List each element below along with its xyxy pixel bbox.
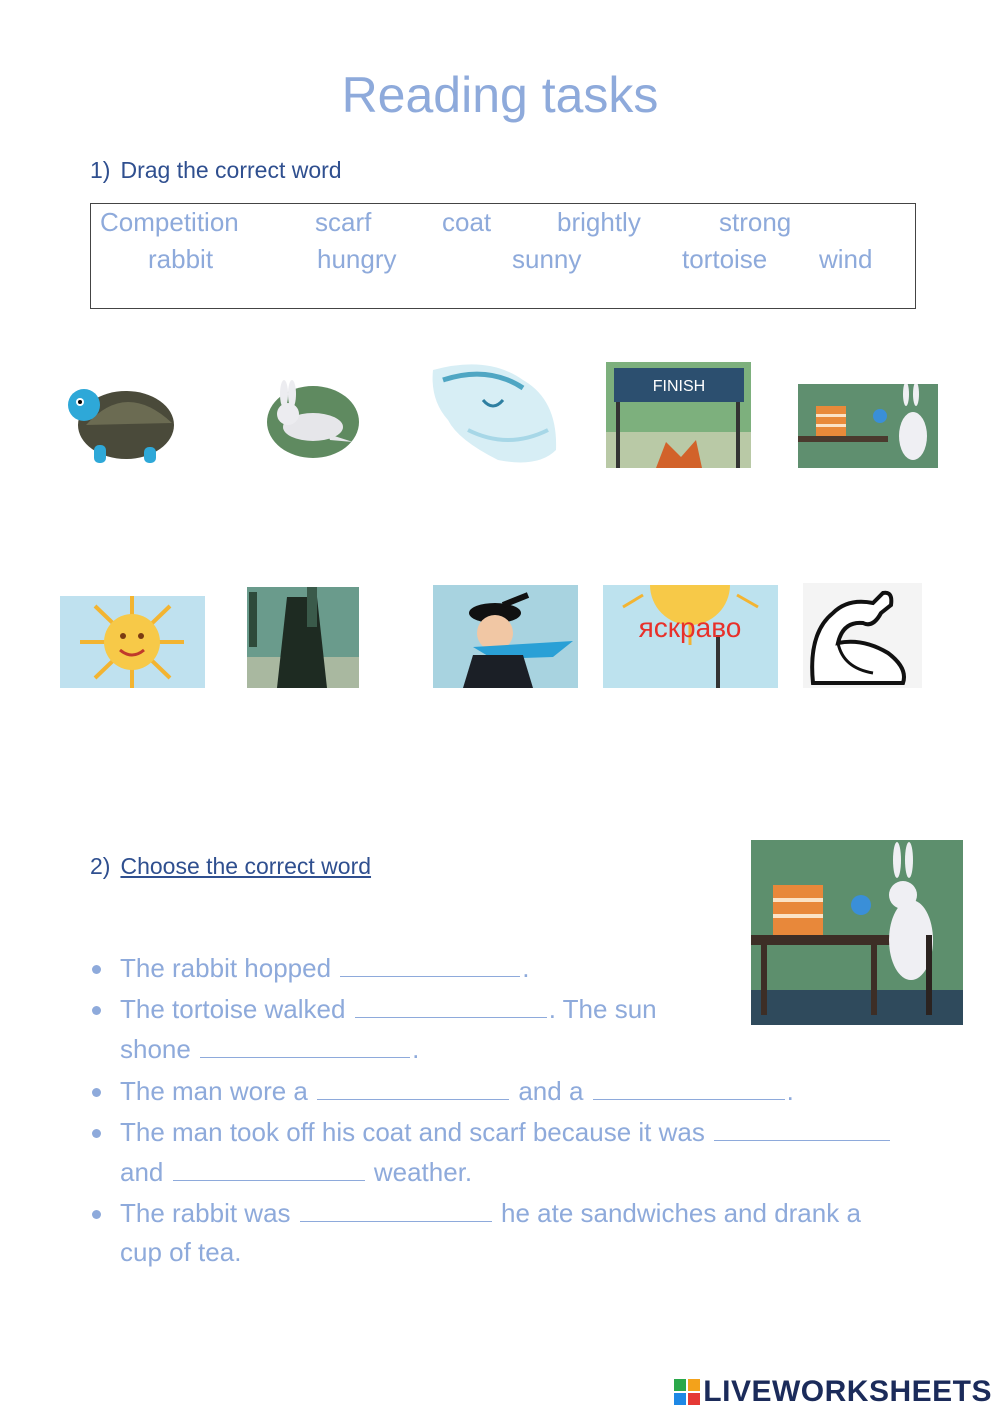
sentence-5-cont (120, 1237, 241, 1268)
blank-6[interactable] (714, 1116, 890, 1141)
word-scarf[interactable]: scarf (315, 207, 372, 237)
task1-label: Drag the correct word (120, 157, 342, 183)
blank-8[interactable] (300, 1197, 492, 1222)
word-wind[interactable]: wind (819, 244, 873, 274)
task1-heading (90, 157, 342, 184)
task2-label: Choose the correct word (120, 853, 372, 879)
brand-text: LIVEWORKSHEETS (703, 1375, 992, 1408)
blank-5[interactable] (593, 1075, 785, 1100)
sentence-2-text-d: . (412, 1034, 420, 1064)
sentence-2-text-a: The tortoise walked (120, 994, 346, 1024)
rabbit-running-picture[interactable] (258, 372, 368, 464)
sentence-4-text-b: and (120, 1157, 164, 1187)
word-rabbit[interactable]: rabbit (148, 244, 214, 274)
sentence-3-text-c: . (786, 1076, 794, 1106)
sentence-3 (120, 1075, 794, 1107)
sentence-2-text-c: shone (120, 1034, 191, 1064)
sentence-1-text-a: The rabbit hopped (120, 953, 332, 983)
word-brightly[interactable]: brightly (557, 207, 641, 237)
task2-heading (90, 853, 371, 880)
bullet (92, 965, 101, 974)
sentence-1 (120, 952, 530, 984)
sentence-4 (120, 1116, 892, 1148)
word-hungry[interactable]: hungry (317, 244, 397, 274)
sentence-2-text-b: . The sun (548, 994, 657, 1024)
sentence-4-cont (120, 1156, 472, 1188)
sentence-5-text-b: he ate sandwiches and drank a (501, 1198, 861, 1228)
wind-picture[interactable] (428, 360, 562, 468)
word-competition[interactable]: Competition (100, 207, 239, 237)
sentence-5 (120, 1197, 861, 1229)
smiling-sun-picture[interactable] (60, 596, 205, 688)
word-tortoise[interactable]: tortoise (682, 244, 768, 274)
rabbit-tea-picture[interactable] (751, 840, 963, 1025)
blank-3[interactable] (200, 1033, 410, 1058)
sentence-4-text-a: The man took off his coat and scarf because it was (120, 1117, 705, 1147)
task2-number: 2) (90, 853, 111, 879)
man-with-scarf-picture[interactable] (433, 585, 578, 688)
word-strong[interactable]: strong (719, 207, 792, 237)
sentence-4-text-c: weather. (373, 1157, 473, 1187)
page-title: Reading tasks (341, 67, 659, 123)
bullet (92, 1129, 101, 1138)
man-in-coat-picture[interactable] (247, 587, 359, 688)
sentence-5-text-c: cup of tea. (120, 1237, 242, 1267)
bright-sun-caption: яскраво (638, 612, 742, 643)
bullet (92, 1088, 101, 1097)
sentence-5-text-a: The rabbit was (120, 1198, 291, 1228)
rabbit-eating-picture[interactable] (798, 384, 938, 468)
bullet (92, 1006, 101, 1015)
sentence-2 (120, 993, 657, 1025)
liveworksheets-logo (674, 1375, 992, 1409)
bullet (92, 1210, 101, 1219)
blank-2[interactable] (355, 993, 547, 1018)
task1-number: 1) (90, 157, 111, 183)
blank-4[interactable] (317, 1075, 509, 1100)
sentence-2-cont (120, 1033, 419, 1065)
strong-arm-picture[interactable] (803, 583, 922, 688)
sentence-1-text-b: . (522, 953, 530, 983)
sentence-3-text-a: The man wore a (120, 1076, 308, 1106)
bright-sun-picture[interactable] (603, 585, 778, 688)
sentence-3-text-b: and a (518, 1076, 584, 1106)
logo-mark-icon (674, 1379, 700, 1405)
word-coat[interactable]: coat (442, 207, 492, 237)
finish-line-picture[interactable] (606, 362, 751, 468)
blank-1[interactable] (340, 952, 520, 977)
finish-sign-text: FINISH (652, 378, 706, 395)
blank-7[interactable] (173, 1156, 365, 1181)
word-sunny[interactable]: sunny (512, 244, 582, 274)
word-bank (90, 203, 916, 309)
tortoise-picture[interactable] (64, 375, 180, 467)
